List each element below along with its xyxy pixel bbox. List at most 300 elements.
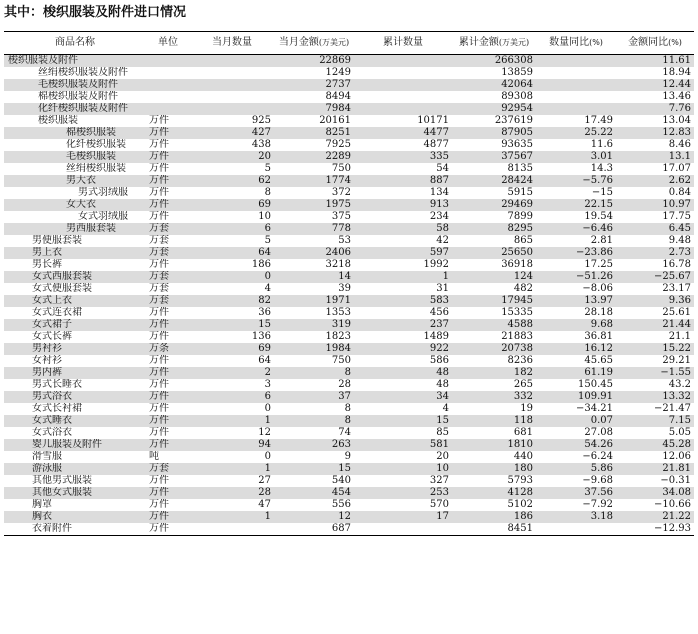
item-name-cell: 胸衣	[4, 511, 146, 523]
month-amount-cell: 750	[331, 163, 351, 174]
quantity-yoy-cell: 28.18	[584, 307, 613, 318]
table-row	[4, 211, 694, 223]
amount-yoy-cell: 45.28	[616, 439, 694, 451]
quantity-yoy-cell: −8.06	[582, 283, 613, 294]
quantity-yoy-cell: 16.12	[536, 343, 616, 355]
table-row	[4, 271, 694, 283]
quantity-yoy-cell: 19.54	[584, 211, 613, 222]
quantity-yoy-cell	[536, 67, 616, 79]
table-row	[4, 403, 694, 415]
cumulative-amount-cell: 8451	[452, 523, 536, 536]
cumulative-quantity-cell: 10	[354, 463, 452, 475]
table-row	[4, 91, 694, 103]
amount-yoy-cell: 29.21	[662, 355, 691, 366]
amount-yoy-cell: 7.76	[616, 103, 694, 115]
amount-yoy-cell: 10.97	[616, 199, 694, 211]
cumulative-quantity-cell	[354, 91, 452, 103]
cumulative-quantity-cell: 335	[354, 151, 452, 163]
quantity-yoy-cell: −23.86	[536, 247, 616, 259]
item-name-cell: 男长裤	[32, 259, 62, 270]
cumulative-amount-cell: 92954	[452, 103, 536, 115]
item-name-cell: 棉梭织服装	[4, 127, 146, 139]
amount-yoy-cell: 6.45	[616, 223, 694, 235]
unit-cell: 万件	[149, 139, 169, 150]
cumulative-quantity-cell: 48	[354, 367, 452, 379]
cumulative-quantity-cell: 237	[354, 319, 452, 331]
month-amount-cell: 8	[344, 403, 351, 414]
cumulative-quantity-cell: 42	[436, 235, 449, 246]
month-quantity-cell: 15	[190, 319, 274, 331]
column-header-label: 金额同比	[628, 37, 669, 48]
table-row	[4, 439, 694, 451]
cumulative-amount-cell: 332	[452, 391, 536, 403]
amount-yoy-cell: 13.46	[662, 91, 691, 102]
cumulative-quantity-cell	[354, 67, 452, 79]
cumulative-amount-cell: 482	[513, 283, 533, 294]
table-row	[4, 427, 694, 439]
item-name-cell: 女式裙子	[4, 319, 146, 331]
cumulative-amount-cell: 17945	[452, 295, 536, 307]
unit-cell: 万件	[149, 403, 169, 414]
cumulative-amount-cell: 8135	[507, 163, 533, 174]
table-row	[4, 523, 694, 536]
unit-cell: 万件	[146, 511, 190, 523]
amount-yoy-cell: −1.55	[616, 367, 694, 379]
cumulative-quantity-cell: 456	[429, 307, 449, 318]
cumulative-quantity-cell: 4877	[423, 139, 449, 150]
cumulative-quantity-cell: 58	[354, 223, 452, 235]
unit-cell	[146, 103, 190, 115]
cumulative-amount-cell: 266308	[452, 55, 536, 68]
cumulative-quantity-cell: 48	[436, 379, 449, 390]
month-quantity-cell: 20	[190, 151, 274, 163]
month-quantity-cell: 5	[264, 163, 271, 174]
cumulative-amount-cell: 15335	[501, 307, 533, 318]
month-quantity-cell: 1	[190, 415, 274, 427]
unit-cell: 万件	[146, 439, 190, 451]
month-quantity-cell	[190, 523, 274, 536]
month-quantity-cell: 5	[264, 235, 271, 246]
cumulative-amount-cell: 89308	[501, 91, 533, 102]
cumulative-amount-cell: 681	[513, 427, 533, 438]
unit-cell: 万件	[146, 523, 190, 536]
month-amount-cell: 8	[274, 367, 354, 379]
cumulative-amount-cell: 5915	[507, 187, 533, 198]
month-amount-cell: 2406	[274, 247, 354, 259]
month-quantity-cell: 69	[190, 343, 274, 355]
quantity-yoy-cell: 25.22	[536, 127, 616, 139]
month-quantity-cell: 0	[190, 271, 274, 283]
item-name-cell: 男大衣	[4, 175, 146, 187]
unit-cell: 万套	[146, 247, 190, 259]
cumulative-quantity-cell: 253	[354, 487, 452, 499]
column-header-unit: (%)	[589, 38, 603, 47]
cumulative-amount-cell: 8236	[507, 355, 533, 366]
cumulative-amount-cell: 29469	[452, 199, 536, 211]
table-row	[4, 319, 694, 331]
item-name-cell: 丝绢梭织服装及附件	[38, 67, 128, 78]
quantity-yoy-cell: 37.56	[536, 487, 616, 499]
unit-cell	[146, 91, 190, 103]
cumulative-quantity-cell: 922	[354, 343, 452, 355]
month-amount-cell: 8	[274, 415, 354, 427]
table-row	[4, 295, 694, 307]
quantity-yoy-cell: 22.15	[536, 199, 616, 211]
cumulative-quantity-cell: 586	[429, 355, 449, 366]
amount-yoy-cell: 16.78	[662, 259, 691, 270]
quantity-yoy-cell: −15	[591, 187, 613, 198]
item-name-cell: 男内裤	[4, 367, 146, 379]
cumulative-amount-cell: 5793	[507, 475, 533, 486]
month-quantity-cell: 3	[264, 379, 271, 390]
table-row	[4, 415, 694, 427]
column-header	[616, 32, 694, 55]
item-name-cell: 梭织服装	[38, 115, 78, 126]
month-amount-cell: 20161	[319, 115, 351, 126]
item-name-cell: 婴儿服装及附件	[4, 439, 146, 451]
table-row	[4, 379, 694, 391]
quantity-yoy-cell: 2.81	[590, 235, 613, 246]
item-name-cell: 游泳服	[4, 463, 146, 475]
cumulative-amount-cell: 237619	[494, 115, 533, 126]
amount-yoy-cell: 13.04	[662, 115, 691, 126]
month-amount-cell: 7984	[274, 103, 354, 115]
quantity-yoy-cell: −7.92	[582, 499, 613, 510]
column-header-label: 数量同比	[549, 37, 590, 48]
cumulative-quantity-cell: 570	[429, 499, 449, 510]
month-quantity-cell: 69	[190, 199, 274, 211]
unit-cell: 万件	[149, 211, 169, 222]
amount-yoy-cell: 5.05	[668, 427, 691, 438]
column-header-unit: (%)	[668, 38, 682, 47]
month-amount-cell: 263	[274, 439, 354, 451]
month-amount-cell: 375	[331, 211, 351, 222]
cumulative-quantity-cell	[354, 103, 452, 115]
cumulative-amount-cell: 42064	[452, 79, 536, 91]
cumulative-amount-cell: 93635	[501, 139, 533, 150]
month-quantity-cell	[190, 91, 274, 103]
table-row	[4, 367, 694, 379]
month-amount-cell: 7925	[325, 139, 351, 150]
unit-cell: 万件	[149, 499, 169, 510]
quantity-yoy-cell: −5.76	[536, 175, 616, 187]
cumulative-amount-cell: 265	[513, 379, 533, 390]
item-name-cell: 化纤梭织服装及附件	[4, 103, 146, 115]
month-quantity-cell: 12	[258, 427, 271, 438]
month-quantity-cell: 4	[264, 283, 271, 294]
quantity-yoy-cell: 11.6	[590, 139, 613, 150]
month-quantity-cell: 0	[264, 451, 271, 462]
month-quantity-cell: 10	[258, 211, 271, 222]
month-amount-cell: 37	[274, 391, 354, 403]
unit-cell: 万条	[146, 343, 190, 355]
column-header	[274, 32, 354, 55]
amount-yoy-cell: 11.61	[616, 55, 694, 68]
amount-yoy-cell: 15.22	[616, 343, 694, 355]
cumulative-quantity-cell: 1992	[423, 259, 449, 270]
item-name-cell: 毛梭织服装	[4, 151, 146, 163]
month-amount-cell: 8251	[274, 127, 354, 139]
quantity-yoy-cell: 3.01	[536, 151, 616, 163]
month-amount-cell: 9	[344, 451, 351, 462]
amount-yoy-cell: 0.84	[668, 187, 691, 198]
unit-cell: 万件	[149, 115, 169, 126]
month-quantity-cell: 427	[190, 127, 274, 139]
quantity-yoy-cell: 17.49	[584, 115, 613, 126]
month-amount-cell: 687	[274, 523, 354, 536]
month-quantity-cell: 438	[251, 139, 271, 150]
month-quantity-cell: 36	[258, 307, 271, 318]
cumulative-quantity-cell: 1	[354, 271, 452, 283]
table-row	[4, 463, 694, 475]
column-header-label: 当月金额	[278, 37, 319, 48]
unit-cell	[146, 67, 190, 79]
month-amount-cell: 540	[331, 475, 351, 486]
amount-yoy-cell: 13.32	[616, 391, 694, 403]
month-amount-cell: 750	[331, 355, 351, 366]
amount-yoy-cell: −21.47	[653, 403, 691, 414]
table-row	[4, 127, 694, 139]
unit-cell: 万套	[146, 463, 190, 475]
table-row	[4, 451, 694, 463]
cumulative-amount-cell: 1810	[452, 439, 536, 451]
amount-yoy-cell: 17.75	[662, 211, 691, 222]
month-quantity-cell: 8	[264, 187, 271, 198]
table-row	[4, 487, 694, 499]
column-header	[4, 32, 146, 55]
table-body	[4, 55, 694, 536]
month-quantity-cell	[190, 67, 274, 79]
unit-cell: 万件	[149, 163, 169, 174]
table-row	[4, 199, 694, 211]
quantity-yoy-cell	[536, 79, 616, 91]
item-name-cell: 男衬衫	[4, 343, 146, 355]
unit-cell	[146, 79, 190, 91]
quantity-yoy-cell	[536, 523, 616, 536]
amount-yoy-cell: 23.17	[662, 283, 691, 294]
cumulative-amount-cell: 36918	[501, 259, 533, 270]
amount-yoy-cell: 9.36	[616, 295, 694, 307]
amount-yoy-cell: 13.1	[616, 151, 694, 163]
month-quantity-cell: 94	[190, 439, 274, 451]
month-amount-cell: 8494	[325, 91, 351, 102]
unit-cell: 万件	[149, 355, 169, 366]
month-amount-cell: 15	[274, 463, 354, 475]
month-quantity-cell: 62	[190, 175, 274, 187]
cumulative-amount-cell: 20738	[452, 343, 536, 355]
quantity-yoy-cell: 9.68	[536, 319, 616, 331]
cumulative-quantity-cell: 10171	[417, 115, 449, 126]
item-name-cell: 女式长裤	[32, 331, 72, 342]
month-amount-cell: 2737	[274, 79, 354, 91]
amount-yoy-cell: 25.61	[662, 307, 691, 318]
cumulative-quantity-cell	[354, 55, 452, 68]
cumulative-quantity-cell: 597	[354, 247, 452, 259]
amount-yoy-cell: 18.94	[662, 67, 691, 78]
table-row	[4, 115, 694, 127]
item-name-cell: 女大衣	[4, 199, 146, 211]
month-amount-cell: 12	[274, 511, 354, 523]
amount-yoy-cell: 2.62	[616, 175, 694, 187]
amount-yoy-cell: 8.46	[668, 139, 691, 150]
column-header-label: 单位	[158, 37, 178, 48]
month-amount-cell: 53	[338, 235, 351, 246]
amount-yoy-cell: 21.1	[668, 331, 691, 342]
document-title: 其中：梭织服装及附件进口情况	[4, 5, 187, 20]
quantity-yoy-cell: 61.19	[536, 367, 616, 379]
amount-yoy-cell: 21.22	[616, 511, 694, 523]
cumulative-amount-cell: 37567	[452, 151, 536, 163]
item-name-cell: 男便服套装	[32, 235, 82, 246]
cumulative-quantity-cell: 15	[354, 415, 452, 427]
column-header-label: 累计数量	[383, 37, 423, 48]
unit-cell: 万件	[149, 379, 169, 390]
amount-yoy-cell: 9.48	[668, 235, 691, 246]
cumulative-quantity-cell: 31	[436, 283, 449, 294]
item-name-cell: 女式连衣裙	[32, 307, 82, 318]
cumulative-amount-cell: 118	[452, 415, 536, 427]
quantity-yoy-cell: −6.46	[536, 223, 616, 235]
unit-cell: 万套	[146, 223, 190, 235]
amount-yoy-cell: −10.66	[653, 499, 691, 510]
cumulative-amount-cell: 4128	[452, 487, 536, 499]
unit-cell: 万件	[149, 187, 169, 198]
unit-cell: 万件	[149, 475, 169, 486]
item-name-cell: 女衬衫	[32, 355, 62, 366]
quantity-yoy-cell: −9.68	[582, 475, 613, 486]
cumulative-quantity-cell: 85	[436, 427, 449, 438]
quantity-yoy-cell: 13.97	[536, 295, 616, 307]
table-row	[4, 355, 694, 367]
cumulative-quantity-cell: 583	[354, 295, 452, 307]
table-row	[4, 283, 694, 295]
month-quantity-cell	[190, 55, 274, 68]
month-amount-cell: 22869	[274, 55, 354, 68]
cumulative-quantity-cell	[354, 79, 452, 91]
month-amount-cell: 1353	[325, 307, 351, 318]
unit-cell: 万件	[149, 331, 169, 342]
month-quantity-cell: 64	[190, 247, 274, 259]
month-amount-cell: 372	[331, 187, 351, 198]
cumulative-quantity-cell: 327	[429, 475, 449, 486]
cumulative-amount-cell: 182	[452, 367, 536, 379]
item-name-cell: 其他女式服装	[4, 487, 146, 499]
month-quantity-cell: 6	[190, 391, 274, 403]
column-header-unit: (万美元)	[318, 38, 350, 47]
column-header-label: 累计金额	[458, 37, 499, 48]
cumulative-quantity-cell: 20	[436, 451, 449, 462]
item-name-cell: 女式浴衣	[32, 427, 72, 438]
quantity-yoy-cell: 14.3	[590, 163, 613, 174]
cumulative-quantity-cell: 4	[442, 403, 449, 414]
unit-cell: 万件	[149, 307, 169, 318]
unit-cell: 万套	[149, 235, 169, 246]
cumulative-quantity-cell: 234	[429, 211, 449, 222]
item-name-cell: 男式浴衣	[4, 391, 146, 403]
cumulative-amount-cell: 28424	[452, 175, 536, 187]
unit-cell: 万件	[149, 427, 169, 438]
unit-cell: 万件	[146, 199, 190, 211]
month-quantity-cell: 136	[251, 331, 271, 342]
column-header	[146, 32, 190, 55]
item-name-cell: 男式羽绒服	[78, 187, 128, 198]
cumulative-amount-cell: 21883	[501, 331, 533, 342]
month-quantity-cell: 0	[264, 403, 271, 414]
unit-cell: 万件	[146, 151, 190, 163]
amount-yoy-cell: 21.81	[616, 463, 694, 475]
cumulative-quantity-cell: 54	[436, 163, 449, 174]
cumulative-amount-cell: 186	[452, 511, 536, 523]
cumulative-quantity-cell: 1489	[423, 331, 449, 342]
month-quantity-cell: 6	[190, 223, 274, 235]
quantity-yoy-cell: 17.25	[584, 259, 613, 270]
table-row	[4, 259, 694, 271]
month-amount-cell: 1823	[325, 331, 351, 342]
quantity-yoy-cell: −6.24	[582, 451, 613, 462]
amount-yoy-cell: 12.83	[616, 127, 694, 139]
quantity-yoy-cell: 109.91	[536, 391, 616, 403]
unit-cell: 万件	[146, 127, 190, 139]
cumulative-quantity-cell: 4477	[354, 127, 452, 139]
month-quantity-cell	[190, 103, 274, 115]
unit-cell: 万件	[146, 319, 190, 331]
item-name-cell: 女式睡衣	[4, 415, 146, 427]
month-amount-cell: 3218	[325, 259, 351, 270]
quantity-yoy-cell: 27.08	[584, 427, 613, 438]
month-quantity-cell: 186	[251, 259, 271, 270]
unit-cell: 万件	[149, 259, 169, 270]
table-row	[4, 187, 694, 199]
unit-cell: 万件	[146, 175, 190, 187]
month-quantity-cell: 28	[190, 487, 274, 499]
quantity-yoy-cell: 3.18	[536, 511, 616, 523]
item-name-cell: 男式长睡衣	[32, 379, 82, 390]
unit-cell: 万件	[146, 367, 190, 379]
unit-cell: 万件	[146, 391, 190, 403]
quantity-yoy-cell: −34.21	[575, 403, 613, 414]
table-row	[4, 511, 694, 523]
item-name-cell: 男上衣	[4, 247, 146, 259]
quantity-yoy-cell: −51.26	[536, 271, 616, 283]
month-quantity-cell: 27	[258, 475, 271, 486]
table-row	[4, 223, 694, 235]
unit-cell: 万套	[149, 283, 169, 294]
cumulative-amount-cell: 4588	[452, 319, 536, 331]
cumulative-amount-cell: 8295	[452, 223, 536, 235]
month-quantity-cell: 82	[190, 295, 274, 307]
unit-cell: 吨	[149, 451, 159, 462]
amount-yoy-cell: 17.07	[662, 163, 691, 174]
column-header-unit: (万美元)	[498, 38, 530, 47]
item-name-cell: 衣着附件	[4, 523, 146, 536]
item-name-cell: 梭织服装及附件	[4, 55, 146, 68]
item-name-cell: 化纤梭织服装	[66, 139, 126, 150]
cumulative-amount-cell: 7899	[507, 211, 533, 222]
amount-yoy-cell: 12.06	[662, 451, 691, 462]
month-amount-cell: 778	[274, 223, 354, 235]
column-header	[452, 32, 536, 55]
item-name-cell: 毛梭织服装及附件	[4, 79, 146, 91]
item-name-cell: 女式长衬裙	[32, 403, 82, 414]
quantity-yoy-cell	[536, 103, 616, 115]
table-row	[4, 391, 694, 403]
month-quantity-cell: 47	[258, 499, 271, 510]
amount-yoy-cell: −25.67	[616, 271, 694, 283]
item-name-cell: 丝绢梭织服装	[66, 163, 126, 174]
cumulative-quantity-cell: 581	[354, 439, 452, 451]
quantity-yoy-cell: 45.65	[584, 355, 613, 366]
cumulative-quantity-cell: 887	[354, 175, 452, 187]
